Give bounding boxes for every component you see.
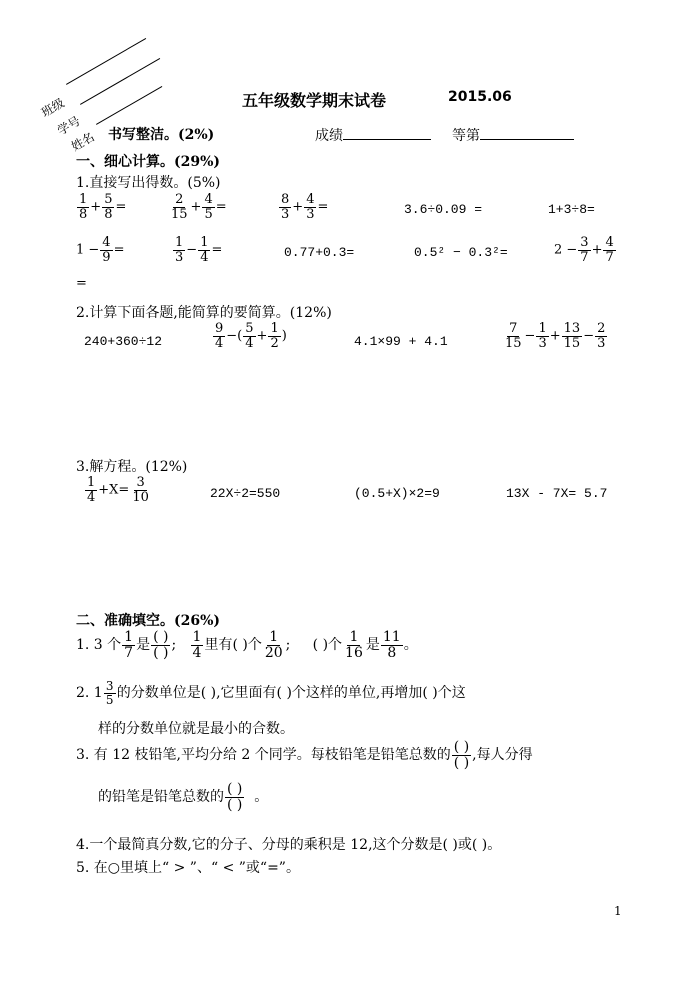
q2-heading: 2.计算下面各题,能简算的要简算。(12%)	[76, 305, 332, 321]
page-number: 1	[614, 904, 622, 918]
q2-b: $\frac{9}{4}$ −( $\frac{5}{4}$ + $\frac{1}{2}$ )	[215, 321, 287, 351]
q3-heading: 3.解方程。(12%)	[76, 459, 188, 475]
exam-date: 2015.06	[448, 89, 512, 105]
calc-1d: 3.6÷0.09 =	[404, 202, 483, 217]
name-line	[96, 86, 162, 125]
q3-b: 22X÷2=550	[210, 486, 281, 501]
class-line	[66, 38, 146, 85]
grade-label: 等第	[452, 128, 480, 144]
score-label: 成绩	[315, 128, 343, 144]
calc-2e: 2 − $\frac{3}{7}$ + $\frac{4}{7}$	[554, 235, 614, 265]
number-line	[80, 58, 160, 105]
grade-blank[interactable]	[480, 124, 574, 140]
fill-q1: 1. 3 个 $\frac{1}{7}$ 是 ( ) ( ) ; $\frac{1}{4}$ 里有( )个 $\frac{1}{20}$ ; ( )个 $\frac{1}{16}$ 是 $\frac{11}{8}$ 。	[76, 629, 418, 661]
fill-q3: 3. 有 12 枝铅笔,平均分给 2 个同学。每枝铅笔是铅笔总数的 ( ) ( ) ,每人分得	[76, 739, 533, 771]
fill-q3-line2: 的铅笔是铅笔总数的 ( ) ( ) 。	[98, 781, 269, 813]
q3-c: (0.5+X)×2=9	[354, 486, 440, 501]
fill-q2-line2: 样的分数单位就是最小的合数。	[98, 721, 294, 737]
q1-heading: 1.直接写出得数。(5%)	[76, 175, 221, 191]
calc-2c: 0.77+0.3=	[284, 245, 355, 260]
fill-q5: 5. 在○里填上“ > ”、“ < ”或“=”。	[76, 860, 300, 876]
class-label: 班级	[39, 95, 67, 120]
calc-1b: $\frac{2}{15}$ + $\frac{4}{5}$ =	[171, 192, 227, 222]
calc-1a: $\frac{1}{8}$ + $\frac{5}{8}$ =	[79, 192, 127, 222]
q3-d: 13X - 7X= 5.7	[506, 486, 608, 501]
grade-field	[452, 124, 574, 145]
q2-a: 240+360÷12	[84, 334, 163, 349]
answer-blank-fraction[interactable]: ( ) ( )	[227, 781, 243, 813]
answer-blank-fraction[interactable]: ( ) ( )	[453, 739, 470, 771]
section2-heading: 二、准确填空。(26%)	[76, 613, 221, 629]
name-label: 姓名	[69, 129, 97, 154]
answer-blank-fraction[interactable]: ( ) ( )	[153, 629, 169, 661]
fill-q4: 4.一个最简真分数,它的分子、分母的乘积是 12,这个分数是( )或( )。	[76, 837, 502, 853]
fill-q2: 2. 1 $\frac{3}{5}$ 的分数单位是( ),它里面有( )个这样的单位,再增加( )个这	[76, 679, 466, 707]
page-title: 五年级数学期末试卷	[242, 91, 387, 110]
calc-2a: 1 − $\frac{4}{9}$ =	[76, 235, 125, 265]
q2-c: 4.1×99 + 4.1	[354, 334, 448, 349]
q3-a: $\frac{1}{4}$ +X= $\frac{3}{10}$	[87, 475, 149, 505]
section1-heading: 一、细心计算。(29%)	[76, 154, 221, 170]
q2-d: $\frac{7}{15}$ − $\frac{1}{3}$ + $\frac{13}{15}$ − $\frac{2}{3}$	[505, 321, 606, 351]
neatness-label: 书写整洁。(2%)	[108, 127, 215, 143]
calc-1e: 1+3÷8=	[548, 202, 595, 217]
score-blank[interactable]	[343, 124, 431, 140]
calc-2b: $\frac{1}{3}$ − $\frac{1}{4}$ =	[175, 235, 223, 265]
calc-2d: 0.5² − 0.3²=	[414, 245, 508, 260]
score-field	[315, 124, 431, 145]
number-label: 学号	[55, 113, 83, 138]
calc-1c: $\frac{8}{3}$ + $\frac{4}{3}$ =	[281, 192, 329, 222]
calc-2-tail: =	[76, 276, 87, 291]
